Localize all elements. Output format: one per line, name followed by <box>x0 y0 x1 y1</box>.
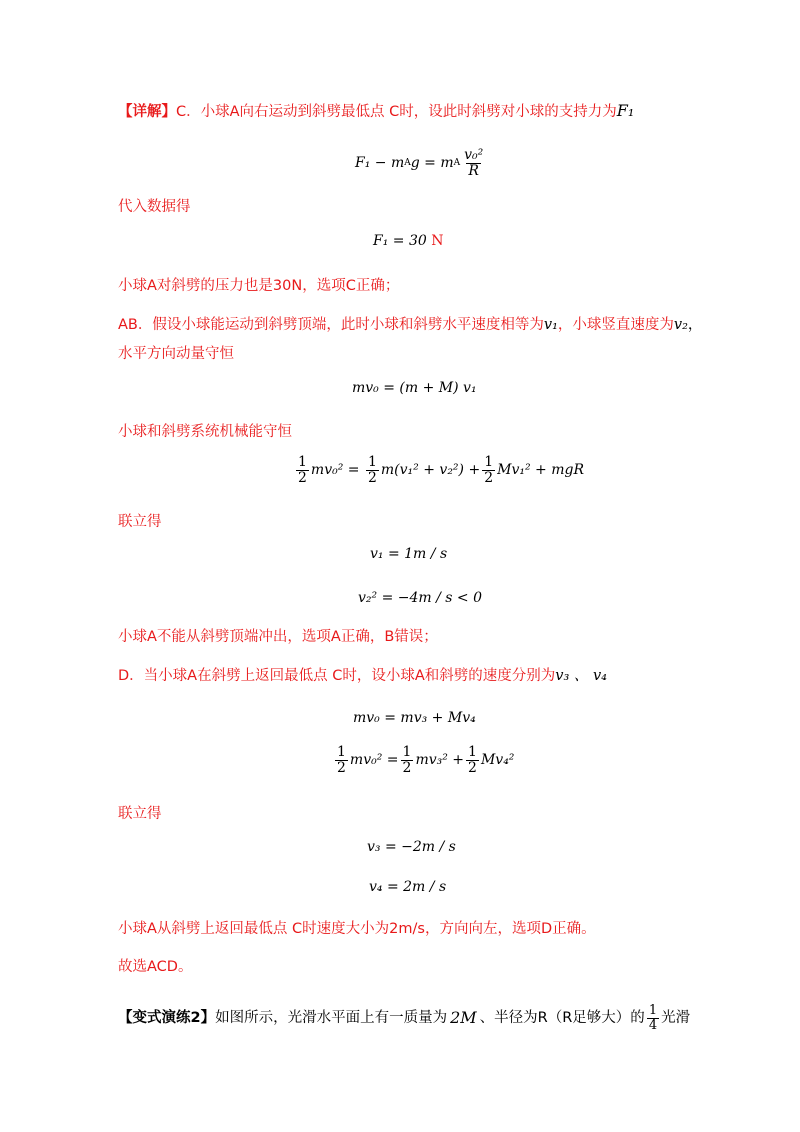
variant-mass: 2M <box>450 1008 477 1028</box>
variant-text-3: 光滑 <box>661 1010 691 1027</box>
equation-v1: v₁ = 1m / s <box>370 546 448 562</box>
variant-text-1: 如图所示，光滑水平面上有一质量为 <box>215 1010 448 1027</box>
detail-label: 【详解】 <box>118 104 176 120</box>
variant-text-2: 、半径为R（R足够大）的 <box>479 1010 645 1027</box>
conclusion-2: 小球A从斜劈上返回最低点 C时速度大小为2m/s，方向向左，选项D正确。 <box>118 921 596 937</box>
equation-v2: v₂² = −4m / s < 0 <box>358 590 483 606</box>
equation-momentum: mv₀ = (m + M) v₁ <box>352 380 477 396</box>
momentum-text: 水平方向动量守恒 <box>118 346 234 362</box>
combine-text-1: 联立得 <box>118 514 162 530</box>
detail-line <box>118 101 634 122</box>
d-line: D．当小球A在斜劈上返回最低点 C时，设小球A和斜劈的速度分别为v₃ 、 v₄ <box>118 668 607 684</box>
energy-text: 小球和斜劈系统机械能守恒 <box>118 424 292 440</box>
equation-force-value: F₁ = 30 N <box>373 233 444 249</box>
ab-line: AB．假设小球能运动到斜劈顶端，此时小球和斜劈水平速度相等为v₁，小球竖直速度为v₂， <box>118 317 703 333</box>
equation-v3: v₃ = −2m / s <box>367 839 456 855</box>
substitute-text: 代入数据得 <box>118 199 191 215</box>
detail-var: F₁ <box>616 101 635 120</box>
detail-text: C．小球A向右运动到斜劈最低点 C时，设此时斜劈对小球的支持力为 <box>176 104 617 120</box>
combine-text-2: 联立得 <box>118 806 162 822</box>
variant-label: 【变式演练2】 <box>118 1010 216 1027</box>
variant-line <box>118 1004 690 1032</box>
variant-fraction: $\frac{1}{4}$ <box>648 1003 658 1033</box>
equation-v4: v₄ = 2m / s <box>369 879 447 895</box>
conclusion-1: 小球A不能从斜劈顶端冲出，选项A正确，B错误； <box>118 629 438 645</box>
equation-momentum-2: mv₀ = mv₃ + Mv₄ <box>353 710 476 726</box>
equation-energy: $\frac{1}{2}$ mv₀² = $\frac{1}{2}$ m(v₁² + v₂²) + $\frac{1}{2}$ Mv₁² + mgR <box>298 454 584 486</box>
answer-text: 故选ACD。 <box>118 959 193 975</box>
pressure-text: 小球A对斜劈的压力也是30N，选项C正确； <box>118 278 400 294</box>
equation-energy-2: $\frac{1}{2}$ mv₀² = $\frac{1}{2}$ mv₃² + $\frac{1}{2}$ Mv₄² <box>337 744 515 776</box>
equation-force: F₁ − m A g = m A $\frac{\text{v₀²}}{R}$ <box>355 147 484 179</box>
